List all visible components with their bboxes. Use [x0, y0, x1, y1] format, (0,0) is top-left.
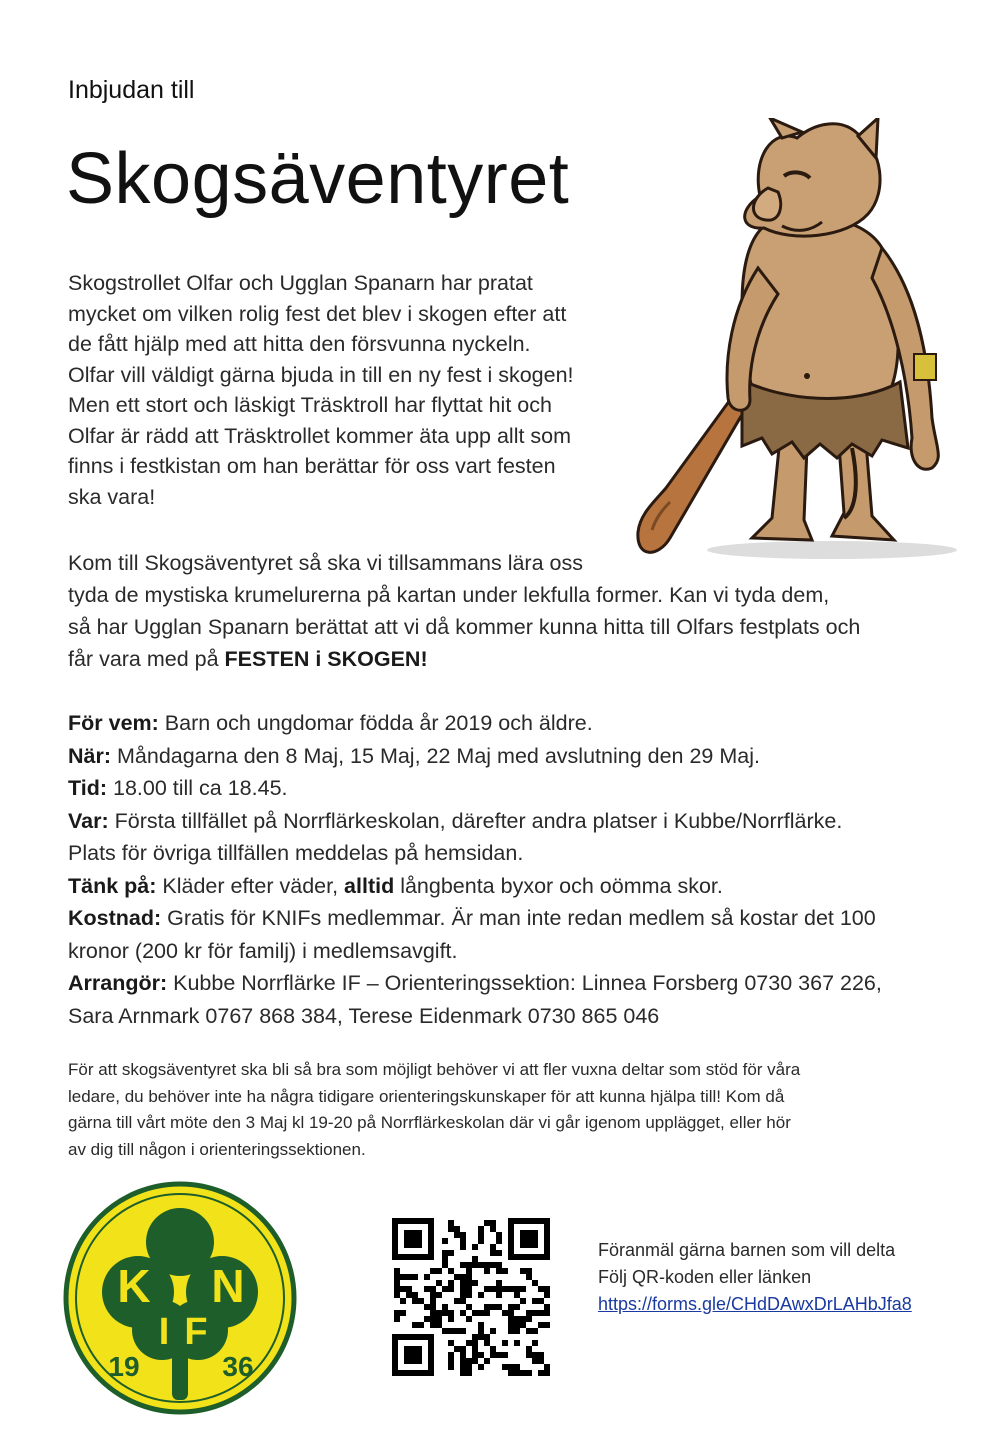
qr-module: [502, 1268, 508, 1274]
qr-module: [454, 1298, 460, 1304]
qr-module: [478, 1226, 484, 1232]
volunteer-line: För att skogsäventyret ska bli så bra som möjligt behöver vi att fler vuxna deltar som stöd för våra: [68, 1060, 801, 1079]
qr-module: [496, 1262, 502, 1268]
qr-module: [532, 1340, 538, 1346]
qr-module: [484, 1340, 490, 1346]
qr-module: [454, 1226, 460, 1232]
detail-emphasis: alltid: [344, 873, 395, 898]
qr-module: [484, 1286, 490, 1292]
detail-label: Arrangör:: [68, 971, 168, 995]
qr-module: [514, 1316, 520, 1322]
qr-module: [496, 1292, 502, 1298]
qr-module: [430, 1322, 436, 1328]
qr-module: [460, 1274, 466, 1280]
qr-module: [460, 1370, 466, 1376]
qr-module: [502, 1364, 508, 1370]
qr-module: [526, 1268, 532, 1274]
qr-module: [478, 1328, 484, 1334]
qr-module: [484, 1220, 490, 1226]
qr-module: [490, 1304, 496, 1310]
qr-module: [496, 1250, 502, 1256]
qr-module: [436, 1310, 442, 1316]
qr-module: [424, 1286, 430, 1292]
qr-module: [478, 1232, 484, 1238]
qr-module: [502, 1286, 508, 1292]
qr-module: [484, 1358, 490, 1364]
qr-module: [442, 1238, 448, 1244]
qr-module: [490, 1352, 496, 1358]
detail-where-note: Plats för övriga tillfällen meddelas på hemsidan.: [68, 841, 524, 865]
qr-module: [484, 1334, 490, 1340]
story-paragraph: [68, 547, 958, 675]
qr-module: [538, 1298, 544, 1304]
qr-module: [472, 1310, 478, 1316]
qr-module: [520, 1298, 526, 1304]
logo-letter-i: I: [158, 1311, 170, 1353]
volunteer-line: ledare, du behöver inte ha några tidigare orienteringskunskaper för att kunna hjälpa till! Kom då: [68, 1086, 785, 1106]
detail-where: [68, 805, 968, 838]
qr-module: [514, 1340, 520, 1346]
qr-module: [412, 1274, 418, 1280]
story-line: Kom till Skogsäventyret så ska vi tillsammans lära oss: [68, 551, 583, 575]
qr-module: [478, 1238, 484, 1244]
qr-module: [460, 1232, 466, 1238]
qr-module: [538, 1310, 544, 1316]
qr-module: [532, 1352, 538, 1358]
qr-module: [478, 1310, 484, 1316]
qr-module: [442, 1304, 448, 1310]
qr-module: [436, 1322, 442, 1328]
qr-module: [466, 1316, 472, 1322]
qr-module: [394, 1316, 400, 1322]
qr-module: [460, 1328, 466, 1334]
qr-module: [460, 1358, 466, 1364]
qr-module: [490, 1262, 496, 1268]
intro-line: ska vara!: [68, 484, 156, 509]
qr-module: [454, 1346, 460, 1352]
logo-letter-k: K: [117, 1260, 151, 1312]
intro-line: finns i festkistan om han berättar för oss vart festen: [68, 454, 556, 478]
qr-module: [436, 1280, 442, 1286]
qr-module: [460, 1346, 466, 1352]
qr-module: [430, 1292, 436, 1298]
event-details: [68, 707, 968, 1032]
qr-module: [466, 1370, 472, 1376]
qr-module: [460, 1310, 466, 1316]
qr-module: [472, 1340, 478, 1346]
qr-module: [460, 1244, 466, 1250]
qr-module: [454, 1328, 460, 1334]
qr-module: [544, 1292, 550, 1298]
signup-link[interactable]: https://forms.gle/CHdDAwxDrLAHbJfa8: [598, 1294, 912, 1314]
signup-line: Följ QR-koden eller länken: [598, 1267, 812, 1287]
qr-module: [430, 1286, 436, 1292]
qr-module: [520, 1316, 526, 1322]
troll-illustration: [632, 118, 962, 564]
qr-module: [442, 1256, 448, 1262]
qr-module: [448, 1250, 454, 1256]
qr-module: [526, 1346, 532, 1352]
qr-module: [508, 1286, 514, 1292]
qr-module: [430, 1304, 436, 1310]
detail-value: Gratis för KNIFs medlemmar. Är man inte redan medlem så kostar det 100: [161, 906, 876, 930]
party-highlight: FESTEN i SKOGEN!: [224, 647, 428, 671]
qr-module: [448, 1310, 454, 1316]
page-title: Skogsäventyret: [66, 139, 570, 219]
qr-module: [526, 1310, 532, 1316]
qr-module: [520, 1286, 526, 1292]
intro-line: Men ett stort och läskigt Träsktroll har flyttat hit och: [68, 393, 552, 417]
qr-module: [448, 1352, 454, 1358]
detail-label: Tid:: [68, 776, 108, 800]
logo-letter-n: N: [211, 1260, 245, 1312]
signup-block: [598, 1237, 978, 1318]
qr-module: [406, 1286, 412, 1292]
qr-module: [454, 1274, 460, 1280]
detail-organizer: [68, 967, 968, 1000]
qr-module: [400, 1286, 406, 1292]
qr-module: [430, 1316, 436, 1322]
volunteer-line: gärna till vårt möte den 3 Maj kl 19-20 på Norrflärkeskolan där vi går igenom upplägget, eller hör: [68, 1113, 791, 1132]
qr-module: [436, 1292, 442, 1298]
qr-module: [526, 1328, 532, 1334]
qr-module: [484, 1268, 490, 1274]
qr-module: [538, 1286, 544, 1292]
intro-line: Olfar vill väldigt gärna bjuda in till en ny fest i skogen!: [68, 362, 574, 387]
qr-module: [466, 1358, 472, 1364]
qr-module: [532, 1328, 538, 1334]
qr-module: [514, 1322, 520, 1328]
intro-line: Olfar är rädd att Träsktrollet kommer äta upp allt som: [68, 423, 572, 448]
qr-module: [448, 1358, 454, 1364]
qr-module: [514, 1364, 520, 1370]
detail-label: Var:: [68, 808, 109, 833]
qr-module: [514, 1304, 520, 1310]
volunteer-line: av dig till någon i orienteringssektionen.: [68, 1139, 366, 1159]
detail-cost: [68, 902, 968, 935]
qr-module: [394, 1274, 400, 1280]
logo-year-left: 19: [108, 1351, 140, 1382]
qr-module: [514, 1370, 520, 1376]
qr-module: [508, 1328, 514, 1334]
qr-module: [496, 1232, 502, 1238]
qr-module: [466, 1286, 472, 1292]
qr-module: [490, 1286, 496, 1292]
qr-module: [496, 1352, 502, 1358]
intro-line: mycket om vilken rolig fest det blev i skogen efter att: [68, 301, 567, 326]
intro-paragraph: [68, 268, 638, 512]
qr-module: [460, 1262, 466, 1268]
qr-module: [394, 1286, 400, 1292]
qr-module: [490, 1220, 496, 1226]
detail-cost-cont: kronor (200 kr för familj) i medlemsavgift.: [68, 938, 458, 963]
qr-module: [526, 1370, 532, 1376]
qr-module: [490, 1346, 496, 1352]
qr-module: [502, 1340, 508, 1346]
qr-module: [466, 1268, 472, 1274]
qr-module: [538, 1370, 544, 1376]
qr-module: [472, 1262, 478, 1268]
qr-module: [520, 1322, 526, 1328]
qr-module: [478, 1352, 484, 1358]
qr-module: [466, 1280, 472, 1286]
qr-module: [496, 1286, 502, 1292]
qr-module: [394, 1310, 400, 1316]
qr-module: [430, 1298, 436, 1304]
qr-module: [538, 1352, 544, 1358]
qr-module: [424, 1304, 430, 1310]
qr-module: [532, 1310, 538, 1316]
qr-module: [544, 1310, 550, 1316]
qr-module: [466, 1340, 472, 1346]
qr-module: [448, 1220, 454, 1226]
qr-module: [508, 1310, 514, 1316]
qr-module: [442, 1250, 448, 1256]
qr-module: [394, 1268, 400, 1274]
detail-value: Första tillfället på Norrflärkeskolan, därefter andra platser i Kubbe/Norrflärke.: [108, 808, 843, 833]
qr-module: [412, 1322, 418, 1328]
detail-value: 18.00 till ca 18.45.: [107, 776, 288, 800]
qr-module: [520, 1370, 526, 1376]
story-line: så har Ugglan Spanarn berättat att vi då kommer kunna hitta till Olfars festplats och: [68, 615, 861, 639]
signup-line: Föranmäl gärna barnen som vill delta: [598, 1240, 896, 1260]
qr-module: [448, 1226, 454, 1232]
qr-module: [496, 1238, 502, 1244]
qr-module: [472, 1334, 478, 1340]
detail-think: [68, 870, 968, 903]
qr-module: [448, 1364, 454, 1370]
detail-value: Kubbe Norrflärke IF – Orienteringssektion: Linnea Forsberg 0730 367 226,: [167, 971, 882, 995]
detail-when: [68, 740, 968, 773]
qr-module: [472, 1346, 478, 1352]
qr-module: [466, 1304, 472, 1310]
qr-module: [478, 1334, 484, 1340]
qr-module: [394, 1292, 400, 1298]
qr-module: [448, 1268, 454, 1274]
qr-module: [544, 1370, 550, 1376]
qr-module: [508, 1370, 514, 1376]
qr-module: [448, 1340, 454, 1346]
qr-module: [484, 1304, 490, 1310]
qr-module: [436, 1268, 442, 1274]
qr-module: [508, 1364, 514, 1370]
qr-module: [412, 1292, 418, 1298]
qr-module: [526, 1274, 532, 1280]
story-line: [68, 643, 958, 675]
detail-label: För vem:: [68, 711, 159, 735]
story-line: tyda de mystiska krumelurerna på kartan under lekfulla former. Kan vi tyda dem,: [68, 583, 830, 607]
qr-module: [478, 1262, 484, 1268]
qr-module: [538, 1358, 544, 1364]
qr-module: [460, 1352, 466, 1358]
qr-module: [448, 1280, 454, 1286]
qr-module: [478, 1364, 484, 1370]
detail-label: Kostnad:: [68, 906, 162, 930]
qr-module: [532, 1298, 538, 1304]
qr-module: [466, 1274, 472, 1280]
qr-module: [430, 1268, 436, 1274]
qr-module: [448, 1286, 454, 1292]
qr-module: [424, 1274, 430, 1280]
qr-module: [466, 1292, 472, 1298]
qr-module: [478, 1322, 484, 1328]
qr-module: [418, 1322, 424, 1328]
detail-value: Barn och ungdomar födda år 2019 och äldre.: [158, 711, 593, 735]
qr-module: [424, 1316, 430, 1322]
qr-module: [514, 1292, 520, 1298]
qr-module: [508, 1322, 514, 1328]
qr-module: [430, 1310, 436, 1316]
qr-module: [484, 1262, 490, 1268]
qr-module: [472, 1256, 478, 1262]
qr-module: [460, 1364, 466, 1370]
intro-line: Skogstrollet Olfar och Ugglan Spanarn har pratat: [68, 271, 533, 295]
qr-module: [460, 1298, 466, 1304]
qr-module: [436, 1316, 442, 1322]
qr-module: [490, 1244, 496, 1250]
qr-module: [514, 1328, 520, 1334]
qr-module: [442, 1262, 448, 1268]
qr-module: [520, 1268, 526, 1274]
qr-module: [460, 1286, 466, 1292]
detail-label: När:: [68, 743, 112, 768]
qr-module: [484, 1310, 490, 1316]
qr-module: [472, 1280, 478, 1286]
qr-module: [448, 1328, 454, 1334]
qr-module: [400, 1274, 406, 1280]
qr-module: [472, 1352, 478, 1358]
qr-module: [454, 1232, 460, 1238]
qr-module: [508, 1304, 514, 1310]
qr-module: [442, 1328, 448, 1334]
intro-line: de fått hjälp med att hitta den försvunna nyckeln.: [68, 332, 531, 356]
detail-value: långbenta byxor och oömma skor.: [394, 873, 723, 898]
invitation-kicker: Inbjudan till: [68, 76, 195, 104]
qr-code: [392, 1218, 550, 1376]
qr-module: [442, 1310, 448, 1316]
detail-label: Tänk på:: [68, 873, 157, 898]
qr-module: [400, 1310, 406, 1316]
qr-module: [442, 1286, 448, 1292]
qr-module: [406, 1274, 412, 1280]
qr-module: [526, 1352, 532, 1358]
qr-module: [472, 1244, 478, 1250]
qr-module: [514, 1286, 520, 1292]
qr-module: [394, 1280, 400, 1286]
qr-module: [502, 1352, 508, 1358]
qr-module: [400, 1298, 406, 1304]
qr-module: [460, 1280, 466, 1286]
qr-module: [508, 1316, 514, 1322]
qr-module: [466, 1262, 472, 1268]
qr-module: [460, 1238, 466, 1244]
club-logo: [62, 1180, 298, 1416]
qr-module: [448, 1316, 454, 1322]
qr-module: [544, 1304, 550, 1310]
qr-module: [544, 1286, 550, 1292]
qr-module: [532, 1280, 538, 1286]
qr-module: [466, 1364, 472, 1370]
qr-module: [490, 1250, 496, 1256]
qr-module: [460, 1292, 466, 1298]
qr-module: [478, 1292, 484, 1298]
detail-value: Måndagarna den 8 Maj, 15 Maj, 22 Maj med avslutning den 29 Maj.: [111, 743, 760, 768]
qr-module: [418, 1298, 424, 1304]
detail-organizer-cont: Sara Arnmark 0767 868 384, Terese Eidenmark 0730 865 046: [68, 1003, 660, 1028]
qr-module: [412, 1298, 418, 1304]
qr-module: [538, 1322, 544, 1328]
qr-module: [472, 1358, 478, 1364]
qr-module: [406, 1292, 412, 1298]
qr-module: [526, 1316, 532, 1322]
qr-module: [496, 1280, 502, 1286]
qr-module: [490, 1328, 496, 1334]
logo-year-right: 36: [222, 1351, 254, 1382]
qr-module: [532, 1358, 538, 1364]
detail-time: [68, 772, 968, 805]
detail-value: Kläder efter väder,: [156, 873, 345, 898]
qr-module: [496, 1268, 502, 1274]
qr-module: [544, 1364, 550, 1370]
detail-who: [68, 707, 968, 740]
logo-letter-f: F: [184, 1311, 208, 1353]
qr-module: [496, 1304, 502, 1310]
qr-module: [544, 1322, 550, 1328]
qr-module: [502, 1310, 508, 1316]
story-text: får vara med på: [68, 647, 225, 671]
qr-module: [490, 1226, 496, 1232]
volunteer-paragraph: [68, 1057, 958, 1163]
